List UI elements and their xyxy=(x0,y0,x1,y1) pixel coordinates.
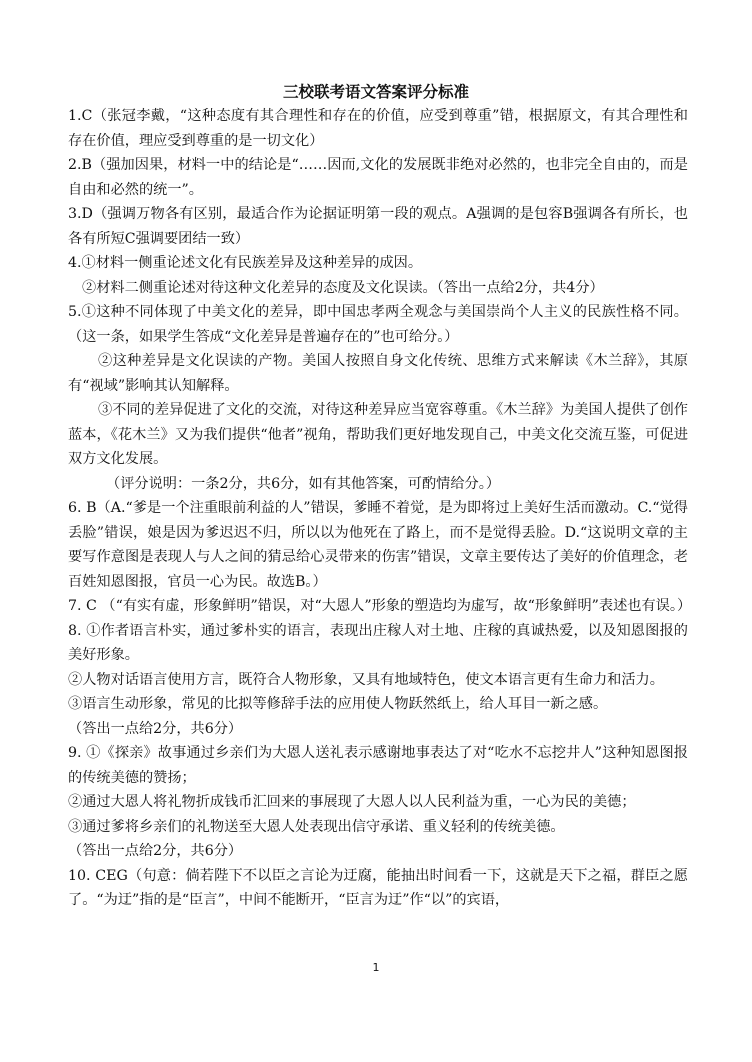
answer-6: 6. B（A.“爹是一个注重眼前利益的人”错误，爹睡不着觉，是为即将过上美好生活而激动。C.“觉得丢脸”错误，娘是因为爹迟迟不归，所以以为他死在了路上，而不是觉得丢脸。D.“这说明文章的主要写作意图是表现人与人之间的猜忌给心灵带来的伤害”错误，文章主要传达了美好的价值理念，老百姓知恩图报，官员一心为民。故选B。） xyxy=(68,500,688,590)
answer-5-point-3: ③不同的差异促进了文化的交流，对待这种差异应当宽容尊重。《木兰辞》为美国人提供了创作蓝本，《花木兰》又为我们提供“他者”视角，帮助我们更好地发现自己，中美文化交流互鉴，可促进双方文化发展。 xyxy=(68,402,688,467)
answer-8-point-2: ②人物对话语言使用方言，既符合人物形象，又具有地域特色，使文本语言更有生命力和活力。 xyxy=(68,671,664,688)
answer-5-point-1: 5.①这种不同体现了中美文化的差异，即中国忠孝两全观念与美国崇尚个人主义的民族性格不同。（这一条，如果学生答成“文化差异是普遍存在的”也可给分。） xyxy=(68,304,688,345)
answer-4-point-1: 4.①材料一侧重论述文化有民族差异及这种差异的成因。 xyxy=(68,255,423,271)
answer-4-point-2: ②材料二侧重论述对待这种文化差异的态度及文化误读。（答出一点给2分，共4分） xyxy=(82,279,604,296)
answer-8-point-3: ③语言生动形象，常见的比拟等修辞手法的应用使人物跃然纸上，给人耳目一新之感。 xyxy=(68,696,608,712)
answer-5-point-2: ②这种差异是文化误读的产物。美国人按照自身文化传统、思维方式来解读《木兰辞》，其原有“视域”影响其认知解释。 xyxy=(68,353,688,394)
answer-8-scoring-note: （答出一点给2分，共6分） xyxy=(68,720,243,737)
document-title: 三校联考语文答案评分标准 xyxy=(282,83,469,101)
answer-9-point-1: 9. ①《探亲》故事通过乡亲们为大恩人送礼表示感谢地事表达了对“吃水不忘挖井人”这种知恩图报的传统美德的赞扬； xyxy=(68,745,688,786)
answer-10: 10. CEG（句意：倘若陛下不以臣之言论为迂腐，能抽出时间看一下，这就是天下之福，群臣之愿了。“为迂”指的是“臣言”，中间不能断开，“臣言为迂”作“以”的宾语， xyxy=(68,867,688,908)
answer-1: 1.C（张冠李戴，“这种态度有其合理性和存在的价值，应受到尊重”错，根据原文，有其合理性和存在价值，理应受到尊重的是一切文化） xyxy=(68,108,688,149)
answer-5-scoring-note: （评分说明：一条2分，共6分，如有其他答案，可酌情给分。） xyxy=(106,475,501,492)
answer-2: 2.B（强加因果，材料一中的结论是“……因而,文化的发展既非绝对必然的，也非完全自由的，而是自由和必然的统一”。 xyxy=(68,157,688,198)
answer-content xyxy=(68,104,692,913)
page-number: 1 xyxy=(372,961,380,974)
answer-9-point-3: ③通过爹将乡亲们的礼物送至大恩人处表现出信守承诺、重义轻利的传统美德。 xyxy=(68,818,565,835)
answer-9-point-2: ②通过大恩人将礼物折成钱币汇回来的事展现了大恩人以人民利益为重，一心为民的美德； xyxy=(68,794,636,810)
answer-9-scoring-note: （答出一点给2分，共6分） xyxy=(68,843,243,859)
answer-3: 3.D（强调万物各有区别，最适合作为论据证明第一段的观点。A强调的是包容B强调各有所长，也各有所短C强调要团结一致） xyxy=(68,206,688,247)
answer-7: 7. C （“有实有虚，形象鲜明”错误，对“大恩人”形象的塑造均为虚写，故“形象鲜明”表述也有误。） xyxy=(68,598,692,614)
answer-8-point-1: 8. ①作者语言朴实，通过爹朴实的语言，表现出庄稼人对土地、庄稼的真诚热爱，以及知恩图报的美好形象。 xyxy=(68,622,688,663)
